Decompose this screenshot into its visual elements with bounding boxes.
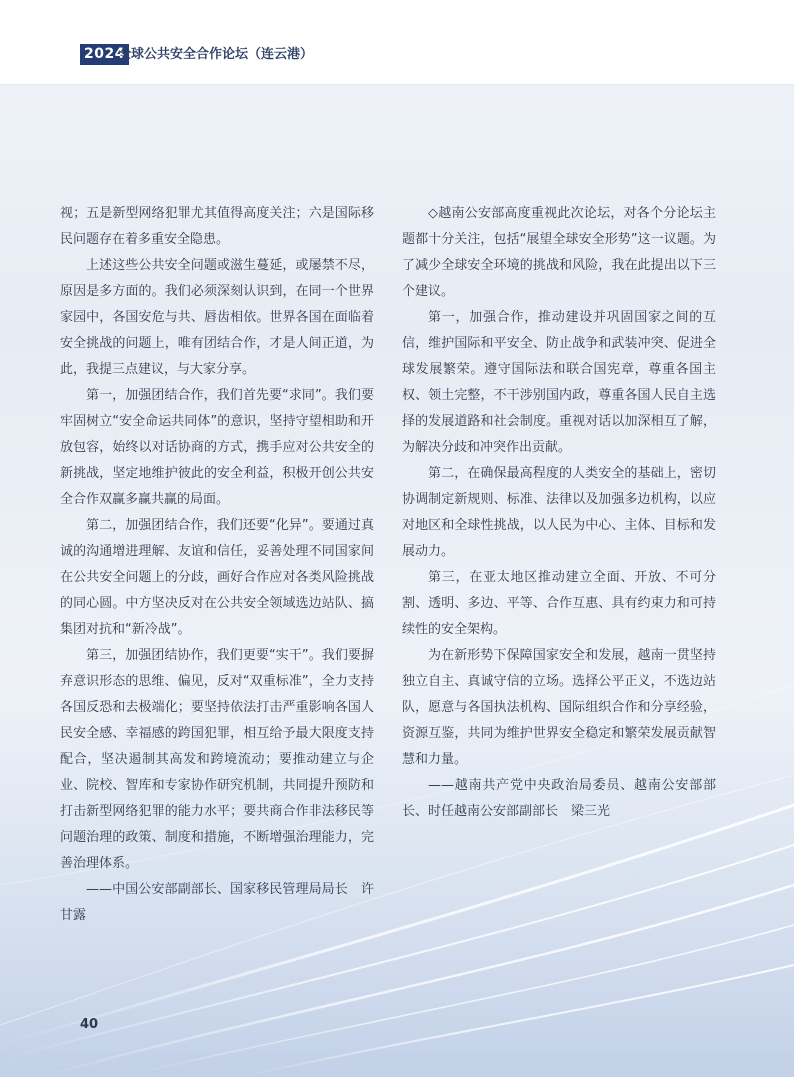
page-number: 40 [80,1017,99,1032]
left-column [60,201,374,929]
left-paragraph-1: 视；五是新型网络犯罪尤其值得高度关注；六是国际移民问题存在着多重安全隐患。 [60,206,374,247]
right-paragraph-1: ◇越南公安部高度重视此次论坛，对各个分论坛主题都十分关注，包括“展望全球安全形势”这一议题。为了减少全球安全环境的挑战和风险，我在此提出以下三个建议。 [402,206,716,299]
right-paragraph-2: 第一，加强合作，推动建设并巩固国家之间的互信，维护国际和平安全、防止战争和武装冲突、促进全球发展繁荣。遵守国际法和联合国宪章，尊重各国主权、领土完整，不干涉别国内政，尊重各国人民自主选择的发展道路和社会制度。重视对话以加深相互了解，为解决分歧和冲突作出贡献。 [402,310,716,455]
left-paragraph-3: 第一，加强团结合作，我们首先要“求同”。我们要牢固树立“安全命运共同体”的意识，坚持守望相助和开放包容，始终以对话协商的方式，携手应对公共安全的新挑战，坚定地维护彼此的安全利益，积极开创公共安全合作双赢多赢共赢的局面。 [60,388,374,507]
right-paragraph-4: 第三，在亚太地区推动建立全面、开放、不可分割、透明、多边、平等、合作互惠、具有约束力和可持续性的安全架构。 [402,570,716,637]
year-badge: 2024 [80,44,129,65]
forum-title: 全球公共安全合作论坛（连云港） [118,47,314,62]
left-paragraph-2: 上述这些公共安全问题或滋生蔓延，或屡禁不尽，原因是多方面的。我们必须深刻认识到，在同一个世界家园中，各国安危与共、唇齿相依。世界各国在面临着安全挑战的问题上，唯有团结合作，才是人间正道，为此，我提三点建议，与大家分享。 [60,258,374,377]
right-column [402,201,716,825]
left-signature: ——中国公安部副部长、国家移民管理局局长 许甘露 [60,882,374,923]
left-paragraph-5: 第三，加强团结协作，我们更要“实干”。我们要摒弃意识形态的思维、偏见，反对“双重标准”，全力支持各国反恐和去极端化；要坚持依法打击严重影响各国人民安全感、幸福感的跨国犯罪，相互给予最大限度支持配合，坚决遏制其高发和跨境流动；要推动建立与企业、院校、智库和专家协作研究机制，共同提升预防和打击新型网络犯罪的能力水平；要共商合作非法移民等问题治理的政策、制度和措施，不断增强治理能力，完善治理体系。 [60,648,374,871]
page-header [0,0,794,85]
right-signature: ——越南共产党中央政治局委员、越南公安部部长、时任越南公安部副部长 梁三光 [402,778,716,819]
left-paragraph-4: 第二，加强团结合作，我们还要“化异”。要通过真诚的沟通增进理解、友谊和信任，妥善处理不同国家间在公共安全问题上的分歧，画好合作应对各类风险挑战的同心圆。中方坚决反对在公共安全领域选边站队、搞集团对抗和“新冷战”。 [60,518,374,637]
right-paragraph-5: 为在新形势下保障国家安全和发展，越南一贯坚持独立自主、真诚守信的立场。选择公平正义，不选边站队，愿意与各国执法机构、国际组织合作和分享经验，资源互鉴，共同为维护世界安全稳定和繁荣发展贡献智慧和力量。 [402,648,716,767]
right-paragraph-3: 第二，在确保最高程度的人类安全的基础上，密切协调制定新规则、标准、法律以及加强多边机构，以应对地区和全球性挑战，以人民为中心、主体、目标和发展动力。 [402,466,716,559]
